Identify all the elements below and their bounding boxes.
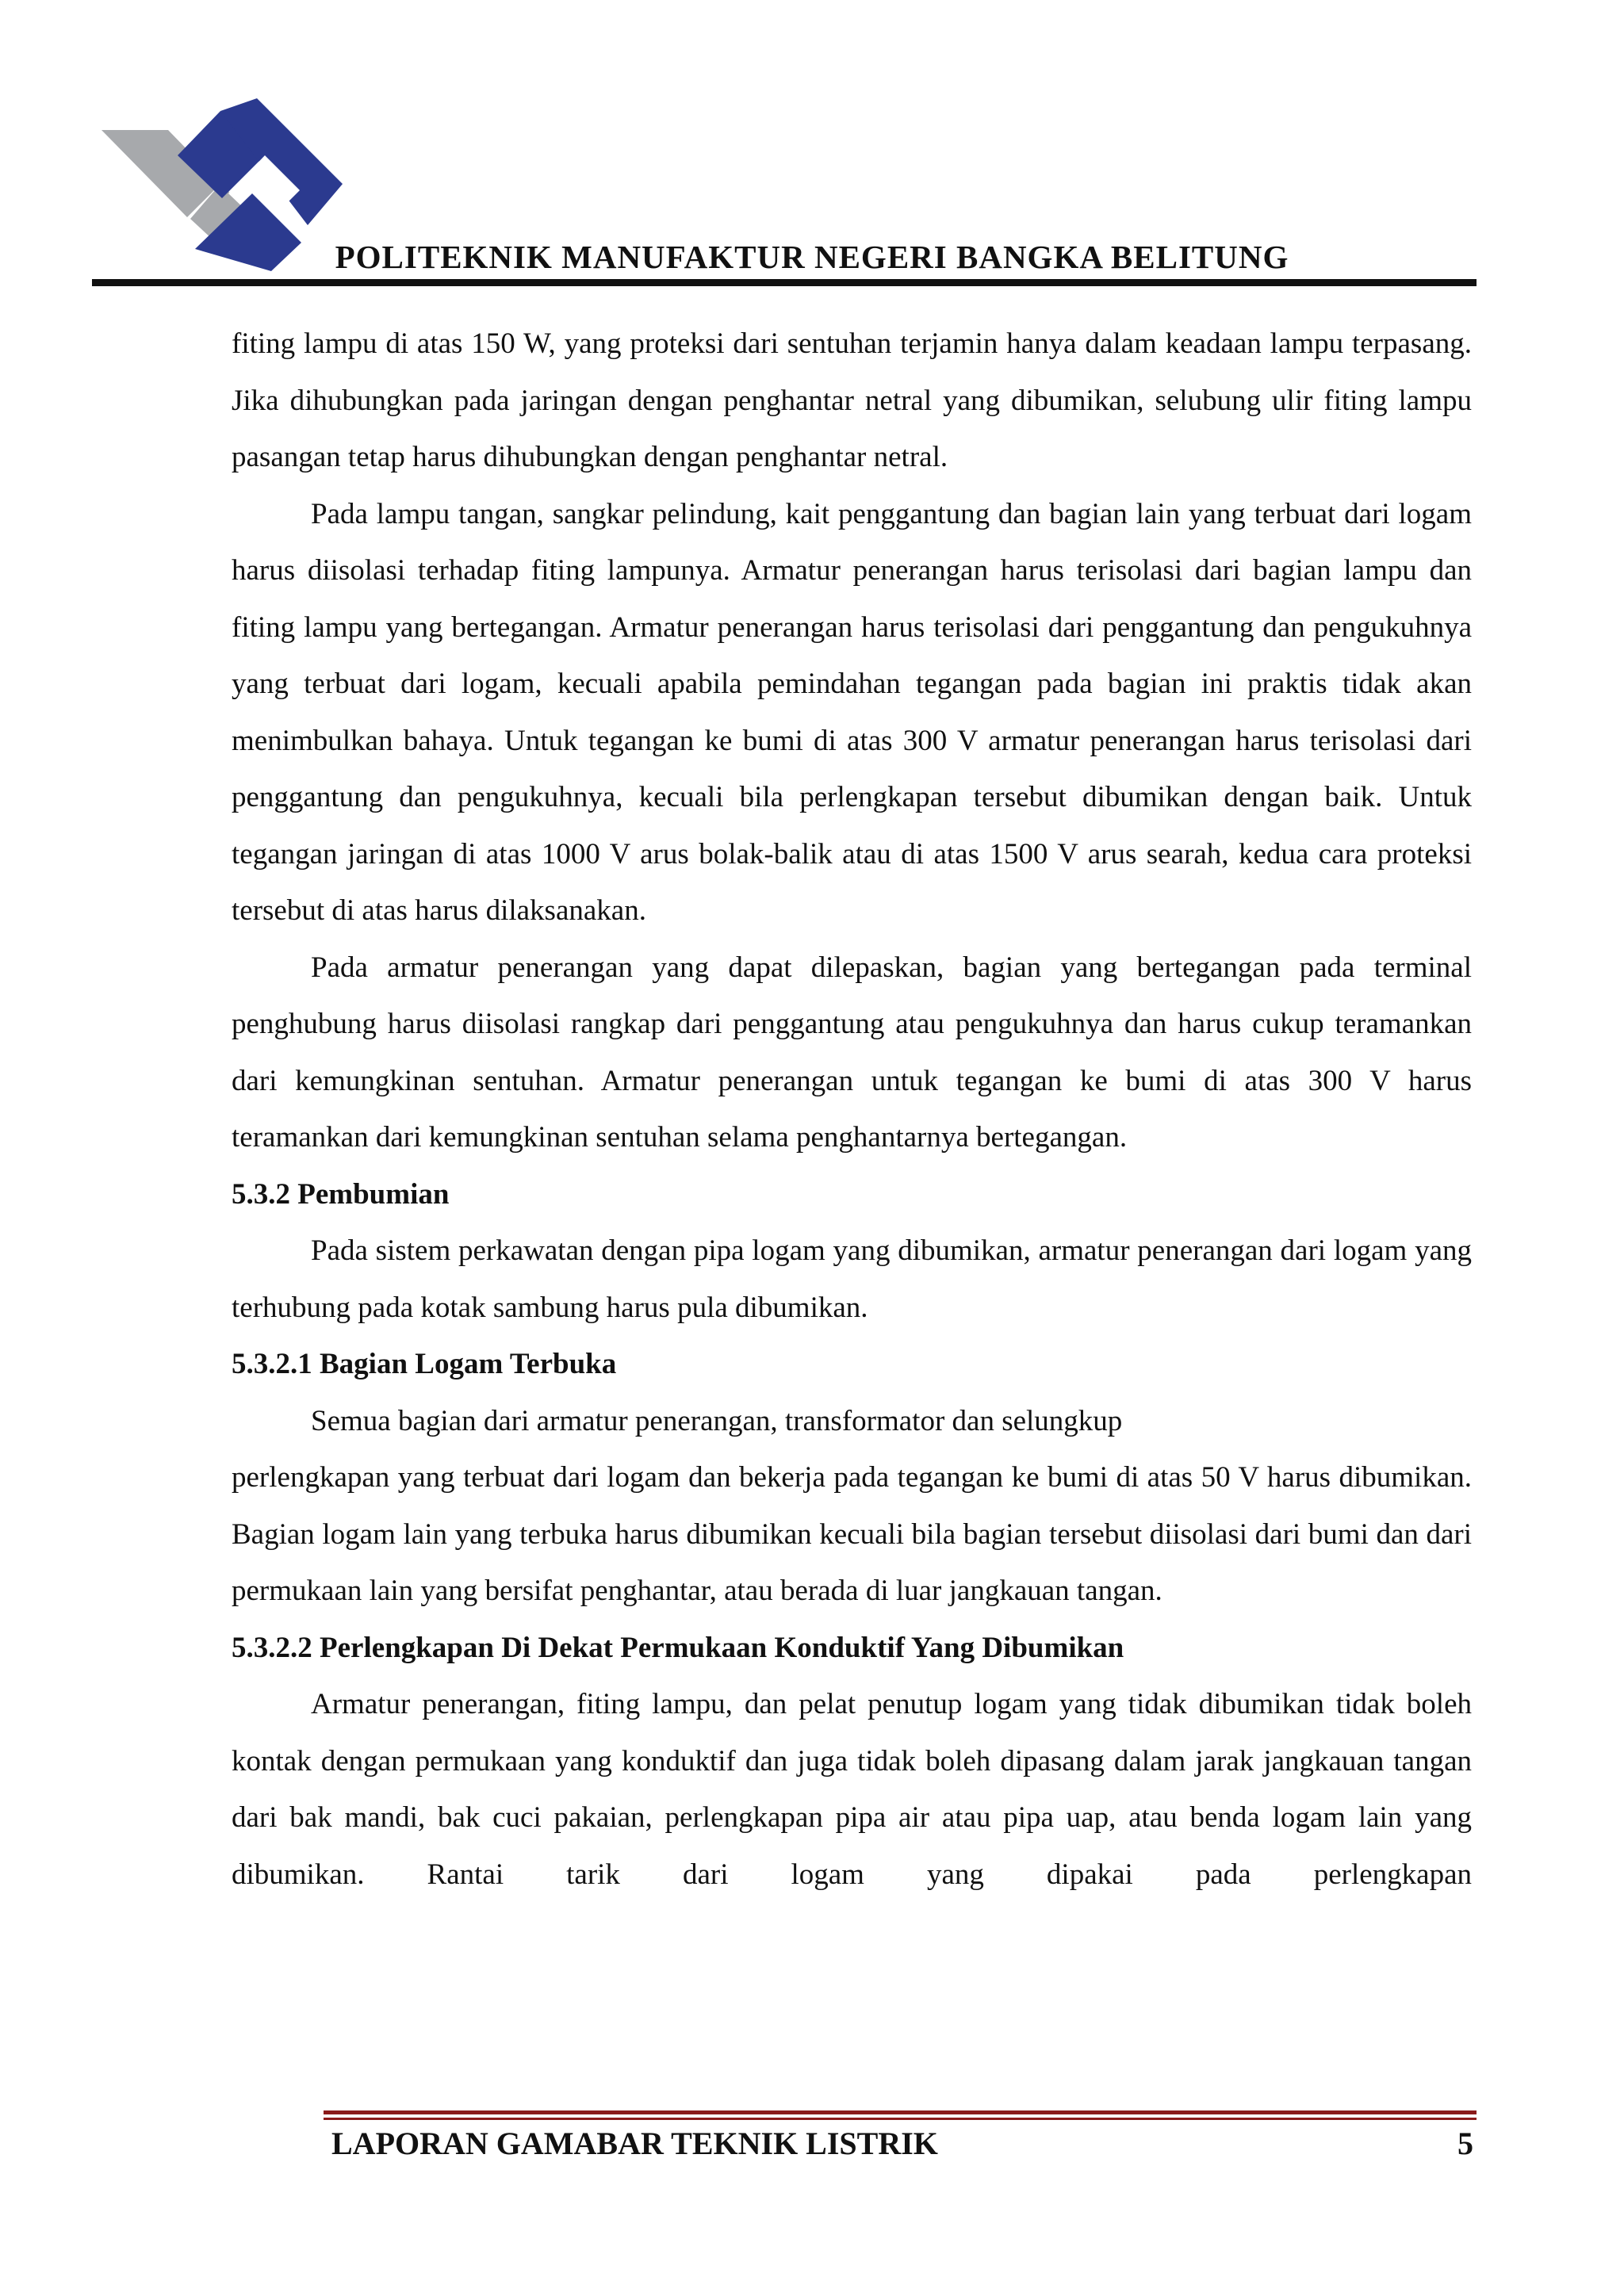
footer-divider-thick (324, 2110, 1477, 2114)
footer-divider-thin (324, 2118, 1477, 2120)
page-number: 5 (1457, 2126, 1473, 2161)
paragraph-5-first-line: Semua bagian dari armatur penerangan, transformator dan selungkup (311, 1404, 1123, 1437)
section-heading-5-3-2-1: 5.3.2.1 Bagian Logam Terbuka (232, 1348, 617, 1380)
section-heading-5-3-2-2: 5.3.2.2 Perlengkapan Di Dekat Permukaan Konduktif Yang Dibumikan (232, 1631, 1124, 1664)
paragraph-2: Pada lampu tangan, sangkar pelindung, kait penggantung dan bagian lain yang terbuat dari logam harus diisolasi terhadap fiting lampunya. Armatur penerangan harus terisolasi dari bagian lampu dan fiting lampu yang bertegangan. Armatur penerangan harus terisolasi dari penggantung dan pengukuhnya yang terbuat dari logam, kecuali apabila pemindahan tegangan pada bagian ini praktis tidak akan menimbulkan bahaya. Untuk tegangan ke bumi di atas 300 V armatur penerangan harus terisolasi dari penggantung dan pengukuhnya, kecuali bila perlengkapan tersebut dibumikan dengan baik. Untuk tegangan jaringan di atas 1000 V arus bolak-balik atau di atas 1500 V arus searah, kedua cara proteksi tersebut di atas harus dilaksanakan. (232, 497, 1472, 927)
header-divider (92, 279, 1477, 286)
paragraph-3: Pada armatur penerangan yang dapat dilepaskan, bagian yang bertegangan pada terminal penghubung harus diisolasi rangkap dari penggantung atau pengukuhnya dan harus cukup teramankan dari kemungkinan sentuhan. Armatur penerangan untuk tegangan ke bumi di atas 300 V harus teramankan dari kemungkinan sentuhan selama penghantarnya bertegangan. (232, 951, 1472, 1154)
section-heading-5-3-2: 5.3.2 Pembumian (232, 1177, 450, 1211)
header-institution-title: POLITEKNIK MANUFAKTUR NEGERI BANGKA BELITUNG (335, 239, 1289, 275)
footer-report-title: LAPORAN GAMABAR TEKNIK LISTRIK (331, 2126, 938, 2161)
paragraph-1: fiting lampu di atas 150 W, yang proteksi dari sentuhan terjamin hanya dalam keadaan lampu terpasang. Jika dihubungkan pada jaringan dengan penghantar netral yang dibumikan, selubung ulir fiting lampu pasangan tetap harus dihubungkan dengan penghantar netral. (232, 327, 1472, 473)
page-body (232, 316, 1472, 1903)
paragraph-4: Pada sistem perkawatan dengan pipa logam yang dibumikan, armatur penerangan dari logam yang terhubung pada kotak sambung harus pula dibumikan. (232, 1234, 1472, 1324)
paragraph-6: Armatur penerangan, fiting lampu, dan pelat penutup logam yang tidak dibumikan tidak boleh kontak dengan permukaan yang konduktif dan juga tidak boleh dipasang dalam jarak jangkauan tangan dari bak mandi, bak cuci pakaian, perlengkapan pipa air atau pipa uap, atau benda logam lain yang dibumikan. Rantai tarik dari logam yang dipakai pada perlengkapan (232, 1688, 1472, 1891)
paragraph-5-continued: perlengkapan yang terbuat dari logam dan bekerja pada tegangan ke bumi di atas 50 V harus dibumikan. Bagian logam lain yang terbuka harus dibumikan kecuali bila bagian tersebut diisolasi dari bumi dan dari permukaan lain yang bersifat penghantar, atau berada di luar jangkauan tangan. (232, 1461, 1472, 1607)
